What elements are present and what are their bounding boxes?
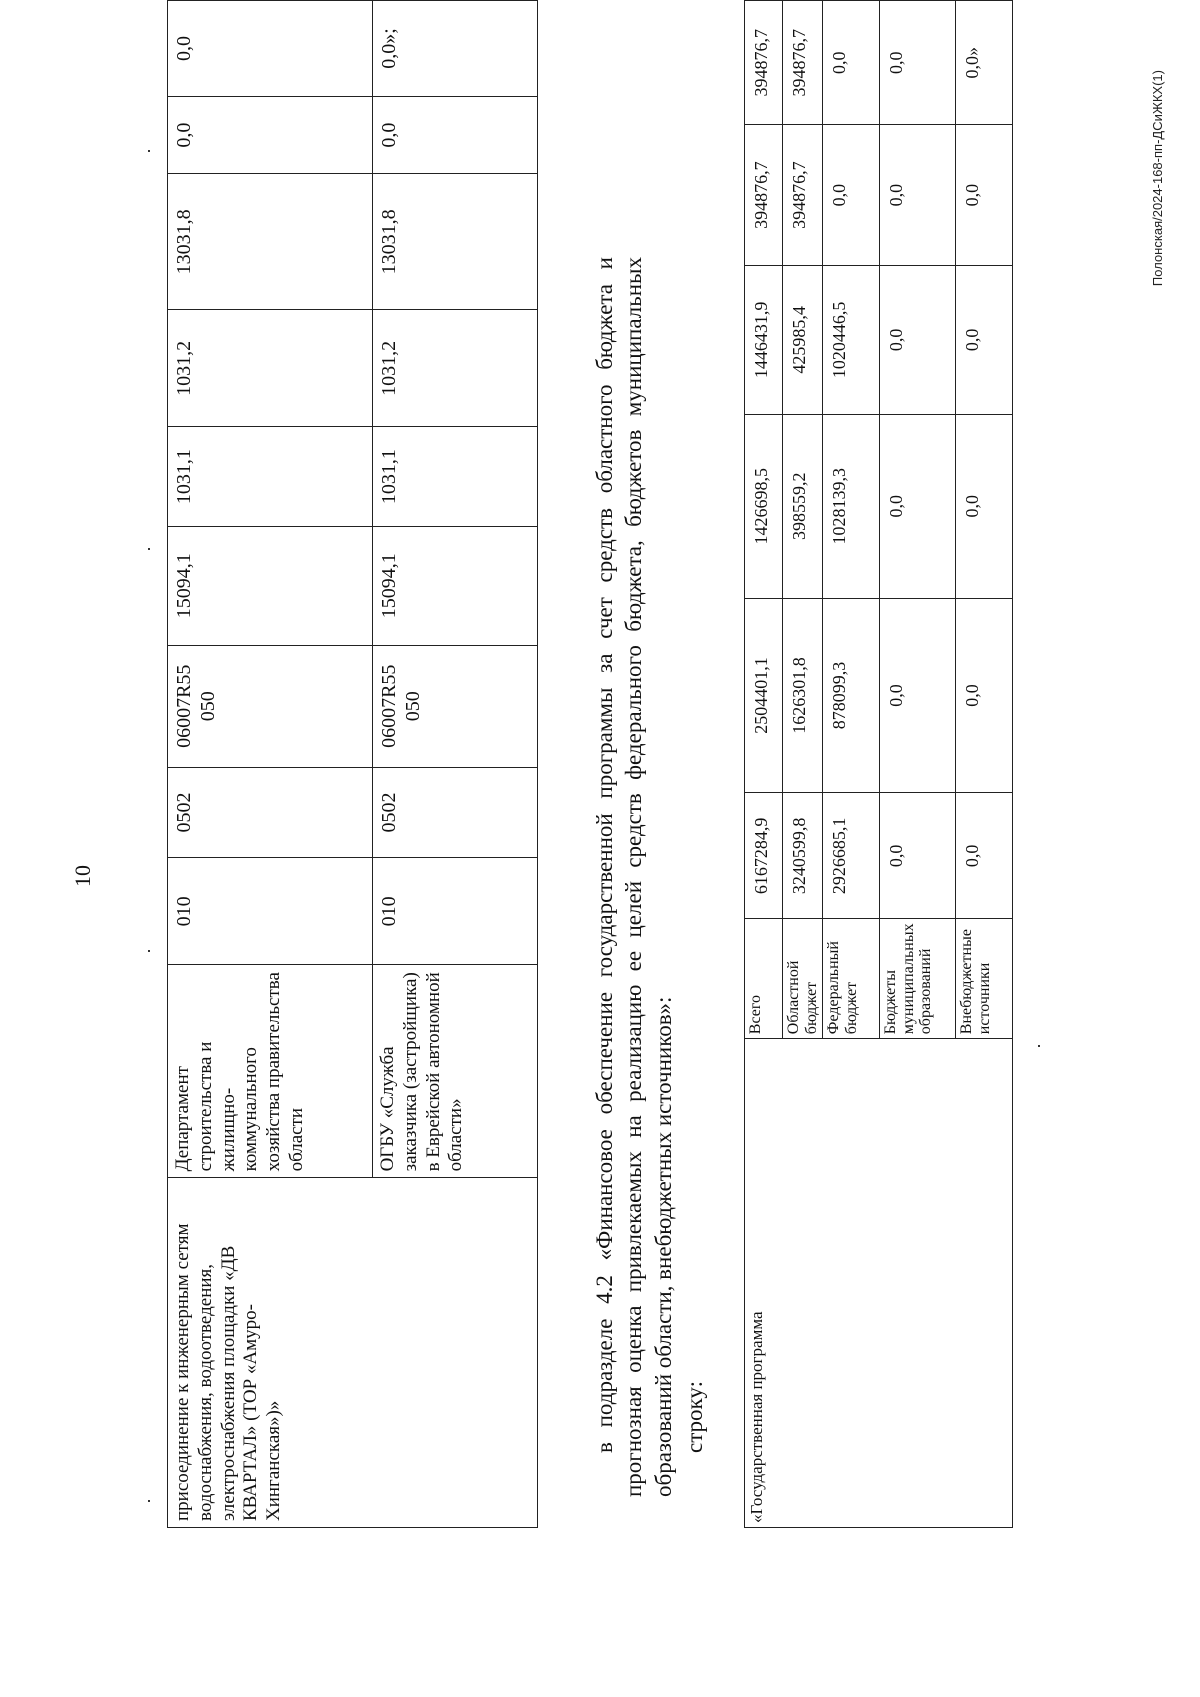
table-cell-year-2: 1031,2 [168,310,373,427]
table-cell-year-4: 0,0 [168,97,373,174]
table-cell-section: 0502 [168,767,373,858]
table-row [168,1,373,1528]
scan-speck [1038,1045,1040,1047]
table-cell-executor: Департамент строительства и жилищно-коммунального хозяйства правительства области [168,965,373,1178]
table-cell-executor: ОГБУ «Служба заказчика (застройщика) в Еврейской автономной области» [373,965,538,1178]
table-cell-total: 15094,1 [168,526,373,645]
table-cell-year-5: 0,0 [168,1,373,97]
table-cell-value: 0,0 [880,265,956,414]
table-cell-year-1: 1031,1 [168,427,373,526]
table-cell-category: Бюджеты муниципальных образований [880,919,956,1039]
table-cell-category: Областной бюджет [783,919,823,1039]
table-cell-value: 0,0 [823,1,880,125]
table-cell-category: Внебюджетные источники [956,919,1013,1039]
table-cell-value: 0,0 [956,793,1013,919]
table-cell-year-3: 13031,8 [168,174,373,310]
table-cell-year-5: 0,0»; [373,1,538,97]
table-cell-value: 0,0 [880,793,956,919]
table-cell-value: 2504401,1 [745,598,783,793]
table-cell-year-2: 1031,2 [373,310,538,427]
table-cell-category: Федеральный бюджет [823,919,880,1039]
table-cell-value: 394876,7 [745,125,783,265]
table-cell-year-3: 13031,8 [373,174,538,310]
expenditure-table [167,0,538,1528]
document-id-footer: Полонская/2024-168-пп-ДСиЖКХ(1) [1150,70,1165,287]
table-cell-value: 1020446,5 [823,265,880,414]
table-cell-value: 0,0 [956,414,1013,598]
table-cell-value: 1626301,8 [783,598,823,793]
financing-table [744,0,1013,1528]
table-cell-value: 6167284,9 [745,793,783,919]
paragraph-stroku: строку: [682,1381,708,1453]
paragraph-text: в подразделе 4.2 «Финансовое обеспечение государственной программы за счет средств областного бюджета и прогнозная оценка привлекаемых на реализацию ее целей средств федерального бюджета, бюджетов муниципальных образований области, внебюджетных источников»: [592,257,676,1497]
table-cell-value: 0,0 [956,265,1013,414]
table-cell-value: 2926685,1 [823,793,880,919]
table-cell-value: 1446431,9 [745,265,783,414]
table-cell-grbs: 010 [168,858,373,965]
table-cell-grbs: 010 [373,858,538,965]
table-cell-value: 0,0 [823,125,880,265]
table-cell-category: Всего [745,919,783,1039]
table-cell-value: 1028139,3 [823,414,880,598]
scan-speck [148,950,150,952]
table-cell-value: 0,0 [880,1,956,125]
table-cell-target-code: 06007R55 050 [168,645,373,767]
table-row [745,1,783,1528]
table-cell-value: 878099,3 [823,598,880,793]
scan-speck [148,548,150,550]
table-cell-value: 0,0 [880,125,956,265]
table-cell-year-4: 0,0 [373,97,538,174]
table-cell-event: присоединение к инженерным сетям водоснабжения, водоотведения, электроснабжения площадки «ДВ КВАРТАЛ» (ТОР «Амуро-Хинганская»)» [168,1178,538,1528]
page-number: 10 [70,865,95,887]
scan-speck [148,150,150,152]
table-cell-value: 0,0» [956,1,1013,125]
scan-speck [148,1500,150,1502]
table-cell-total: 15094,1 [373,526,538,645]
table-cell-value: 425985,4 [783,265,823,414]
table-cell-value: 394876,7 [783,125,823,265]
table-cell-value: 0,0 [880,414,956,598]
table-cell-value: 3240599,8 [783,793,823,919]
table-cell-target-code: 06007R55 050 [373,645,538,767]
table-cell-year-1: 1031,1 [373,427,538,526]
table-cell-value: 1426698,5 [745,414,783,598]
table-cell-value: 394876,7 [783,1,823,125]
table-cell-value: 0,0 [956,125,1013,265]
amendment-paragraph [590,257,710,1497]
table-cell-value: 398559,2 [783,414,823,598]
table-cell-value: 0,0 [880,598,956,793]
table-cell-value: 0,0 [956,598,1013,793]
table-cell-program: «Государственная программа [745,1039,1013,1528]
table-cell-section: 0502 [373,767,538,858]
table-cell-value: 394876,7 [745,1,783,125]
